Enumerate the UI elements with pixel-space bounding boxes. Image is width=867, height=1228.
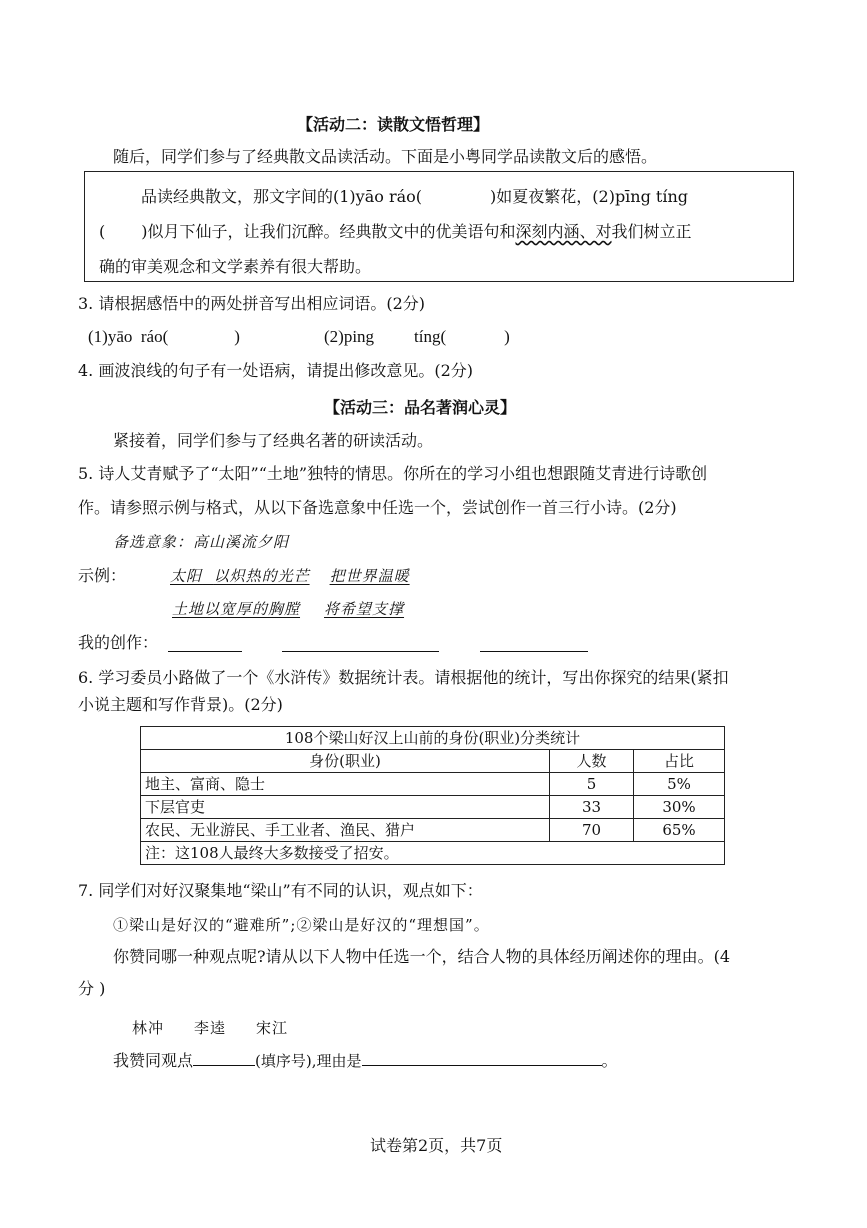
question-7-views: ①梁山是好汉的“避难所”;②梁山是好汉的“理想国”。 [113,916,490,934]
character-song-jiang: 宋江 [256,1019,289,1037]
activity2-intro: 随后，同学们参与了经典散文品读活动。下面是小粤同学品读散文后的感悟。 [113,147,658,166]
creation-blank-2[interactable] [282,650,439,652]
shuihu-stats-table [140,726,725,865]
cell-count: 33 [550,796,634,819]
my-creation-label: 我的创作： [78,633,159,652]
wavy-underlined-phrase: 深刻内涵、对 [515,222,612,241]
cell-ratio: 65% [634,819,725,842]
cell-count: 5 [550,773,634,796]
example-line-2: 土地以宽厚的胸膛 将希望支撑 [172,600,405,618]
cell-identity: 农民、无业游民、手工业者、渔民、猎户 [141,819,550,842]
box-line3: 确的审美观念和文学素养有很大帮助。 [99,257,372,276]
question-4: 4. 画波浪线的句子有一处语病，请提出修改意见。(2分) [78,361,474,380]
box-line2: ( )似月下仙子，让我们沉醉。经典散文中的优美语句和深刻内涵、对我们树立正 [99,222,692,241]
example-label: 示例： [78,566,127,585]
table-row [141,796,725,819]
question-7-line3: 你赞同哪一种观点呢?请从以下人物中任选一个，结合人物的具体经历阐述你的理由。(4 [113,947,731,966]
cell-ratio: 30% [634,796,725,819]
character-li-kui: 李逵 [194,1019,227,1037]
header-count: 人数 [550,750,634,773]
question-5-line1: 5. 诗人艾青赋予了“太阳”“土地”独特的情思。你所在的学习小组也想跟随艾青进行诗歌创 [78,464,708,483]
character-lin-chong: 林冲 [132,1019,165,1037]
header-identity: 身份(职业) [141,750,550,773]
question-3: 3. 请根据感悟中的两处拼音写出相应词语。(2分) [78,294,426,313]
creation-blank-3[interactable] [480,650,588,652]
table-header-row [141,750,725,773]
answer-line: 我赞同观点 (填序号),理由是 。 [113,1051,618,1070]
page-footer: 试卷第2页，共7页 [370,1136,503,1155]
table-row [141,773,725,796]
question-7-line4: 分 ) [78,979,106,998]
example-line-1: 太阳 以炽热的光芒 把世界温暖 [170,567,410,585]
imagery-options: 备选意象：高山溪流夕阳 [113,533,290,551]
table-note: 注：这108人最终大多数接受了招安。 [141,842,725,865]
activity3-heading: 【活动三：品名著润心灵】 [324,398,517,417]
box-line1: 品读经典散文，那文字间的(1)yāo ráo( )如夏夜繁花，(2)pīng tíng [141,187,689,206]
creation-blank-1[interactable] [168,650,242,652]
table-title: 108个梁山好汉上山前的身份(职业)分类统计 [141,727,725,750]
activity3-intro: 紧接着，同学们参与了经典名著的研读活动。 [113,431,434,450]
viewpoint-blank[interactable] [193,1051,255,1066]
reason-blank[interactable] [362,1051,602,1066]
header-ratio: 占比 [634,750,725,773]
q3-answer-1: (1)yāo ráo( ) [88,327,240,346]
cell-count: 70 [550,819,634,842]
question-5-line2: 作。请参照示例与格式，从以下备选意象中任选一个，尝试创作一首三行小诗。(2分) [78,498,677,517]
cell-identity: 地主、富商、隐士 [141,773,550,796]
question-6-line1: 6. 学习委员小路做了一个《水浒传》数据统计表。请根据他的统计，写出你探究的结果(紧扣 [78,668,729,687]
character-options [132,1017,288,1038]
activity2-heading: 【活动二：读散文悟哲理】 [297,115,490,134]
cell-identity: 下层官吏 [141,796,550,819]
question-6-line2: 小说主题和写作背景)。(2分) [78,695,283,714]
question-7-line1: 7. 同学们对好汉聚集地“梁山”有不同的认识，观点如下： [78,881,483,900]
table-row [141,819,725,842]
reflection-box [84,171,794,282]
cell-ratio: 5% [634,773,725,796]
q3-answer-2: (2)ping tíng( ) [324,327,510,346]
